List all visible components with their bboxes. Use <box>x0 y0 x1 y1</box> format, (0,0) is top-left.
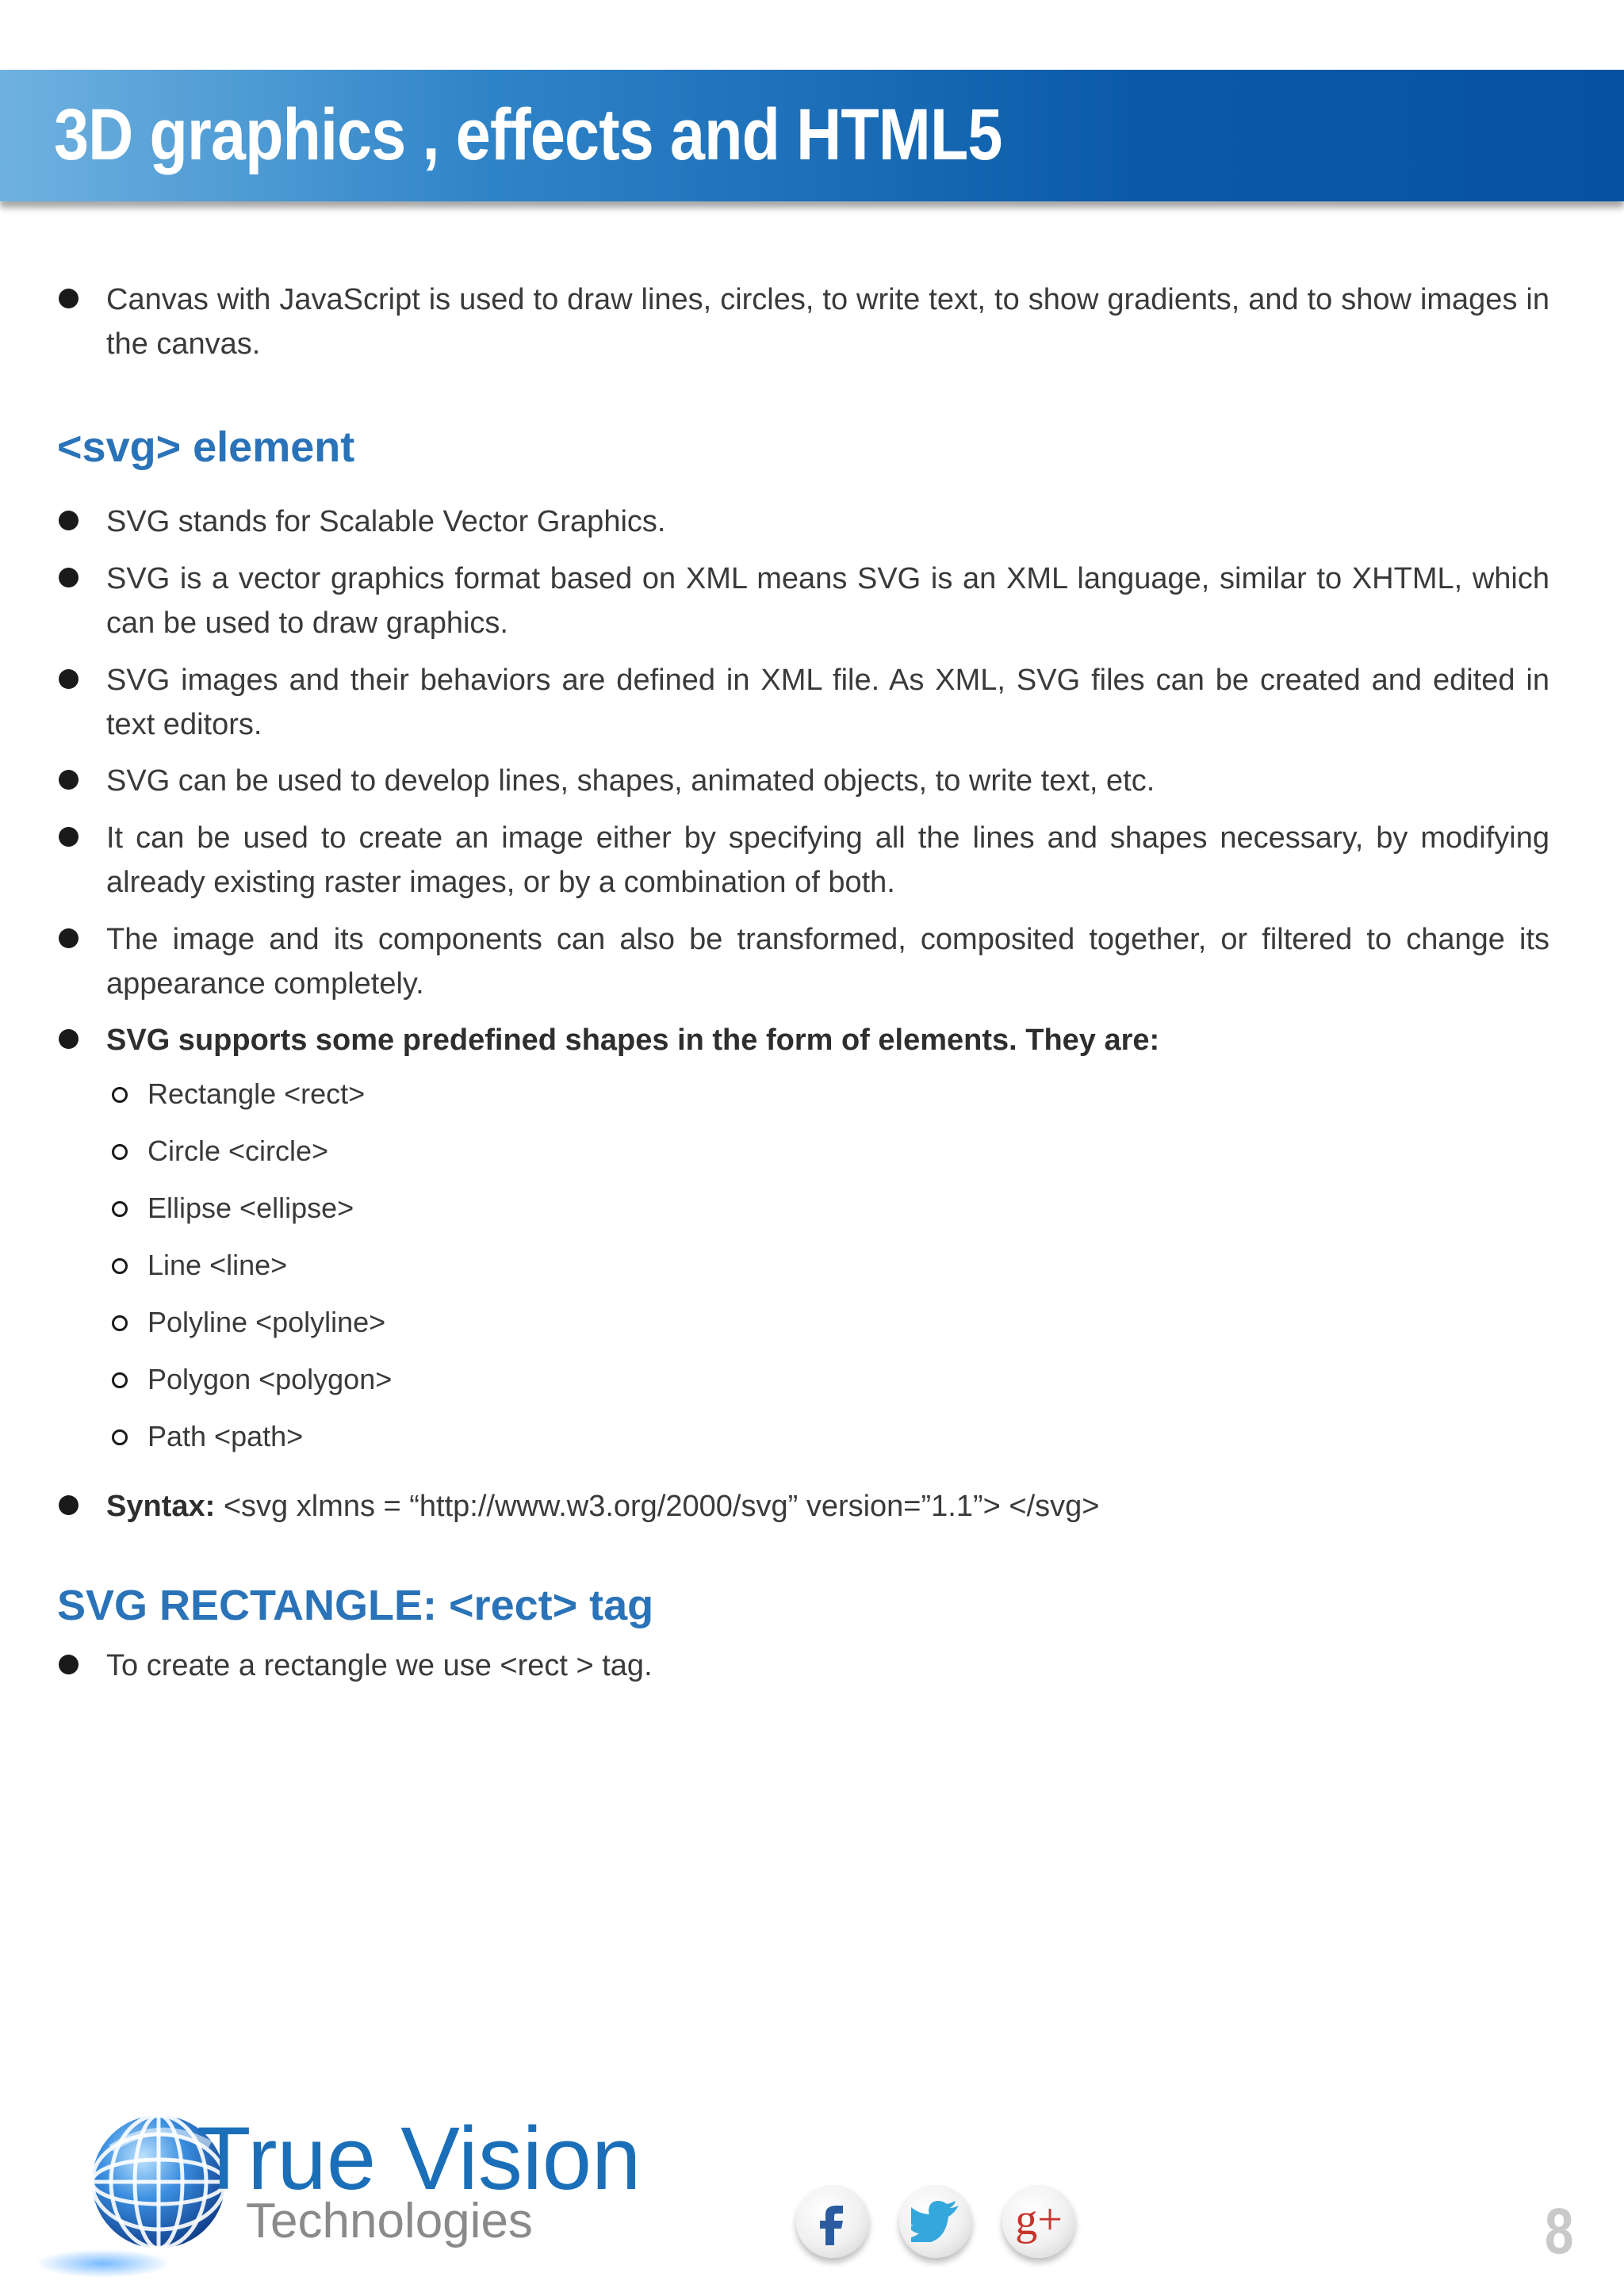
page-number: 8 <box>1545 2195 1574 2267</box>
shape-list-item <box>147 1131 328 1171</box>
globe-glow <box>36 2249 170 2278</box>
bullet-text: SVG can be used to develop lines, shapes, animated objects, to write text, etc. <box>106 764 1155 798</box>
shape-label: Line <line> <box>147 1249 288 1281</box>
shape-label: Ellipse <ellipse> <box>147 1192 354 1224</box>
facebook-glyph <box>813 2198 852 2245</box>
shape-list-item <box>147 1188 354 1228</box>
shape-list-item <box>147 1303 385 1342</box>
twitter-glyph <box>911 2201 960 2242</box>
circle-bullet-icon <box>112 1144 128 1160</box>
bullet-text: SVG is a vector graphics format based on XML means SVG is an XML language, similar to XHTML, which can be used to draw graphics. <box>106 562 1549 640</box>
bullet-icon <box>59 669 79 689</box>
google-plus-icon[interactable] <box>1002 2185 1075 2258</box>
twitter-icon[interactable] <box>899 2185 972 2258</box>
bullet-icon <box>59 1495 79 1515</box>
bullet-text: To create a rectangle we use <rect > tag. <box>106 1649 653 1682</box>
brand-subtitle: Technologies <box>246 2194 533 2248</box>
shape-label: Polyline <polyline> <box>147 1306 386 1338</box>
shapes-intro-bullet <box>106 1018 1549 1062</box>
bullet-text: SVG supports some predefined shapes in the form of elements. They are: <box>106 1024 1160 1057</box>
bullet-icon <box>59 1029 79 1049</box>
google-plus-glyph: g+ <box>1015 2195 1063 2244</box>
bullet-text: The image and its components can also be transformed, composited together, or filtered to change its appearance completely. <box>106 923 1549 1001</box>
circle-bullet-icon <box>112 1372 128 1388</box>
brand-name: True Vision <box>197 2109 642 2208</box>
shape-list-item <box>147 1074 365 1114</box>
circle-bullet-icon <box>112 1258 128 1274</box>
syntax-bullet <box>106 1484 1549 1529</box>
shape-label: Path <path> <box>147 1420 304 1452</box>
svg-bullet <box>106 499 1549 544</box>
syntax-code: <svg xlmns = “http://www.w3.org/2000/svg” version=”1.1”> </svg> <box>223 1490 1100 1523</box>
page-title: 3D graphics , effects and HTML5 <box>54 94 1002 175</box>
svg-rectangle-heading: SVG RECTANGLE: <rect> tag <box>57 1582 654 1629</box>
shape-list-item <box>147 1246 287 1285</box>
bullet-icon <box>59 511 79 530</box>
shape-label: Polygon <polygon> <box>147 1363 393 1395</box>
svg-bullet <box>106 759 1549 803</box>
bullet-text: SVG stands for Scalable Vector Graphics. <box>106 505 666 538</box>
circle-bullet-icon <box>112 1087 128 1103</box>
shape-list-item <box>147 1417 303 1456</box>
circle-bullet-icon <box>112 1201 128 1217</box>
bullet-icon <box>59 770 79 790</box>
circle-bullet-icon <box>112 1429 128 1445</box>
svg-bullet <box>106 557 1549 645</box>
bullet-text: Canvas with JavaScript is used to draw lines, circles, to write text, to show gradients, and to show images in the canvas. <box>106 283 1549 361</box>
svg-bullet <box>106 917 1549 1006</box>
svg-bullet <box>106 816 1549 905</box>
svg-bullet <box>106 658 1549 747</box>
bullet-icon <box>59 289 79 308</box>
bullet-icon <box>59 928 79 948</box>
facebook-icon[interactable] <box>796 2185 869 2258</box>
bullet-text: It can be used to create an image either by specifying all the lines and shapes necessary, by modifying already existing raster images, or by a combination of both. <box>106 821 1549 899</box>
intro-bullet <box>106 277 1549 366</box>
bullet-icon <box>59 1655 79 1674</box>
shape-label: Circle <circle> <box>147 1135 329 1167</box>
shape-label: Rectangle <rect> <box>147 1077 366 1110</box>
header-banner <box>0 70 1624 201</box>
rect-bullet <box>106 1644 1549 1688</box>
bullet-icon <box>59 827 79 847</box>
circle-bullet-icon <box>112 1315 128 1331</box>
bullet-icon <box>59 568 79 587</box>
syntax-label: Syntax: <box>106 1490 216 1523</box>
shape-list-item <box>147 1360 392 1399</box>
svg-element-heading: <svg> element <box>57 423 355 471</box>
bullet-text: SVG images and their behaviors are defined in XML file. As XML, SVG files can be created and edited in text editors. <box>106 664 1549 741</box>
